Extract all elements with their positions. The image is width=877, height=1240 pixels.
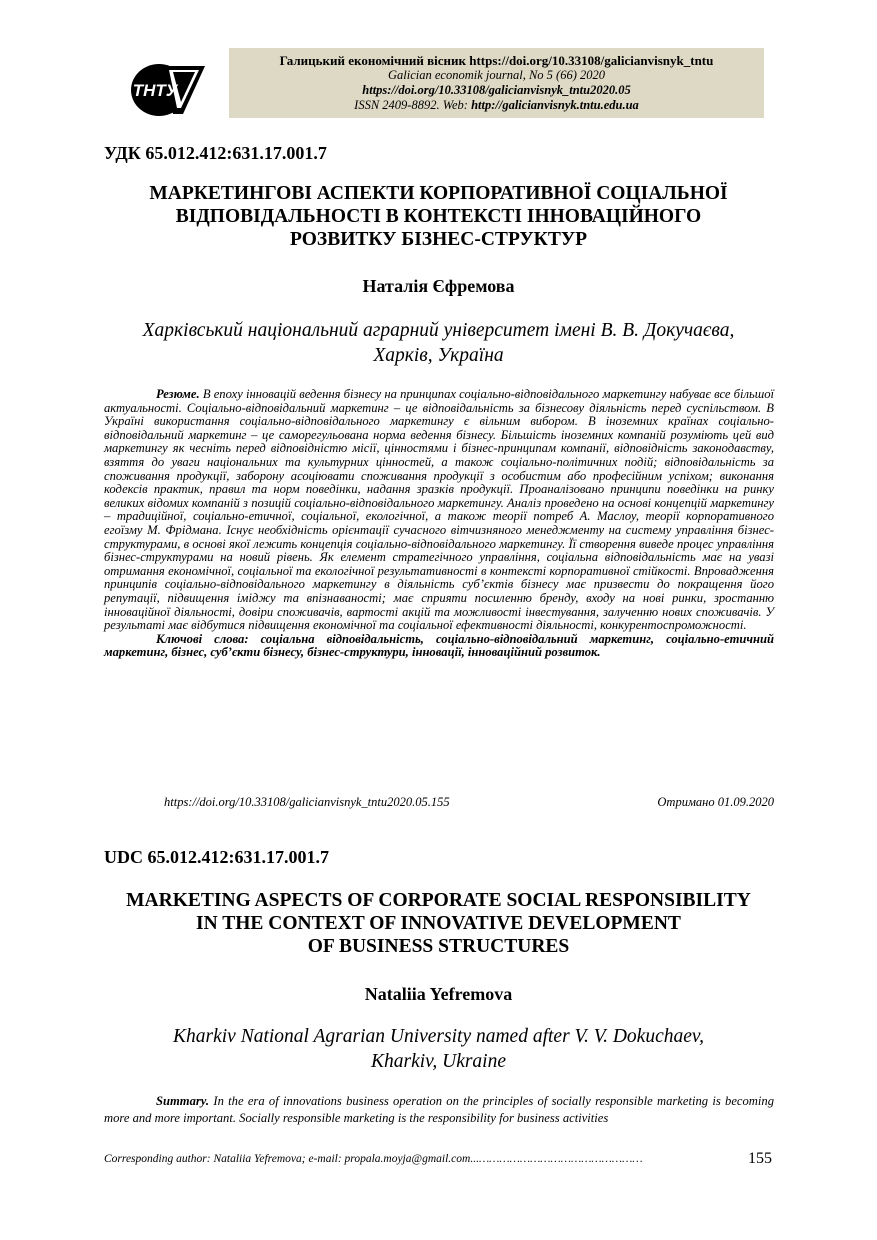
affiliation-en [100,1024,777,1074]
journal-website-link[interactable]: http://galicianvisnyk.tntu.edu.ua [471,98,639,112]
page-footer [104,1153,774,1165]
journal-line-2: Galician economik journal, No 5 (66) 2020 [388,68,605,82]
keywords-label: Ключові слова: [156,631,249,646]
page-number: 155 [748,1150,772,1167]
title-ua-line: ВІДПОВІДАЛЬНОСТІ В КОНТЕКСТІ ІННОВАЦІЙНОГО [175,206,702,227]
abstract-paragraph [104,388,774,633]
abstract-text: В епоху інновацій ведення бізнесу на принципах соціально-відповідального маркетингу набуває все більшої актуальності. Соціально-відповідальний маркетинг – це відповідальність за бізнесову діяльність перед суспільством. В Україні використання соціально-відповідального маркетингу є вільним вибором. В іноземних країнах соціально-відповідальний маркетинг – це саморегульована норма ведення бізнесу. Більшість іноземних компаній розуміють цей вид маркетингу як чесніть перед відповідністю місії, цінностями і бізнес-принципам компанії, відповідність законодавству, взяття до уваги національних та культурних цінностей, а також соціально-політичних подій; відповідальність за споживання продукції, заборону асоціювати споживання продукції з особистим або професійним успіхом; виконання кодексів практик, правил та норм поведінки, надання зразків продукції. Проаналізовано принципи поведінки на ринку великих відомих компаній з позицій соціально-відповідального маркетингу. Аналіз проведено на основі концепцій маркетингу – традиційної, соціально-етичної, соціальної, екологічної, а також теорії потреб А. Маслоу, теорії корпоративного егоїзму М. Фрідмана. Існує необхідність орієнтації сучасного вітчизняного менеджменту на систему управління бізнес-структурами, в основі якої лежить концепція соціально-відповідального маркетингу. Її створення виведе процес управління бізнес-структурами на новий рівень. Як елемент стратегічного управління, соціальна відповідальність має на увазі отримання економічної, соціальної та екологічної результативності в контексті корпоративної стійкості. Впровадження принципів соціально-відповідального маркетингу в діяльність суб’єктів бізнесу має призвести до покращення його репутації, підвищення іміджу та впізнаваності; має сприяти посиленню бренду, входу на нові ринки, зростанню інноваційної діяльності, довіри споживачів, вартості акцій та можливості інвестування, залученню нових споживачів. У результаті має відбутися підвищення економічної та соціальної ефективності діяльності, конкурентоспроможності. [104,387,774,633]
affiliation-en-line: Kharkiv, Ukraine [370,1051,507,1072]
title-ua-line: МАРКЕТИНГОВІ АСПЕКТИ КОРПОРАТИВНОЇ СОЦІАЛЬНОЇ [149,183,728,204]
summary-en [104,1093,774,1127]
keywords-ua [104,633,774,660]
affiliation-ua [100,318,777,368]
title-en-line: IN THE CONTEXT OF INNOVATIVE DEVELOPMENT [196,913,681,934]
udc-en: UDC 65.012.412:631.17.001.7 [104,847,329,867]
issn-text: ISSN 2409-8892. Web: [354,98,472,112]
summary-paragraph [104,1093,774,1127]
received-date: Отримано 01.09.2020 [657,795,774,809]
udc-ua: УДК 65.012.412:631.17.001.7 [104,143,327,163]
title-ua-line: РОЗВИТКУ БІЗНЕС-СТРУКТУР [289,229,588,250]
affiliation-ua-line: Харків, Україна [373,345,504,366]
affiliation-en-line: Kharkiv National Agrarian University named after V. V. Dokuchaev, [173,1026,704,1047]
title-en [100,889,777,958]
abstract-ua [104,388,774,660]
abstract-label: Резюме. [156,387,200,401]
title-en-line: MARKETING ASPECTS OF CORPORATE SOCIAL RESPONSIBILITY [126,890,751,911]
affiliation-ua-line: Харківський національний аграрний університет імені В. В. Докучаєва, [142,320,735,341]
logo-text: ТНТУ [132,81,178,100]
corresponding-author: Corresponding author: Nataliia Yefremova; e-mail: propala.moyja@gmail.com [104,1153,471,1165]
summary-label: Summary. [156,1094,210,1108]
journal-doi-link[interactable]: https://doi.org/10.33108/galicianvisnyk_tntu2020.05 [362,83,631,97]
footer-leader-dots: ...………………………………………… [470,1153,643,1165]
author-ua: Наталія Єфремова [362,276,515,296]
author-en: Nataliia Yefremova [364,984,513,1004]
journal-header [229,48,764,118]
keywords-text: соціальна відповідальність, соціально-відповідальний маркетинг, соціально-етичний маркетинг, бізнес, суб’єкти бізнесу, бізнес-структури, інновації, інноваційний розвиток. [104,631,774,660]
journal-line-4 [229,98,764,113]
journal-line-1: Галицький економічний вісник https://doi.org/10.33108/galicianvisnyk_tntu [279,53,714,68]
summary-text: In the era of innovations business operation on the principles of socially responsible marketing is becoming more and more important. Socially responsible marketing is the responsibility for business activities [104,1094,774,1125]
title-ua [100,182,777,251]
title-en-line: OF BUSINESS STRUCTURES [307,936,570,957]
article-doi-link[interactable]: https://doi.org/10.33108/galicianvisnyk_tntu2020.05.155 [164,795,450,809]
tntu-logo [125,52,205,120]
